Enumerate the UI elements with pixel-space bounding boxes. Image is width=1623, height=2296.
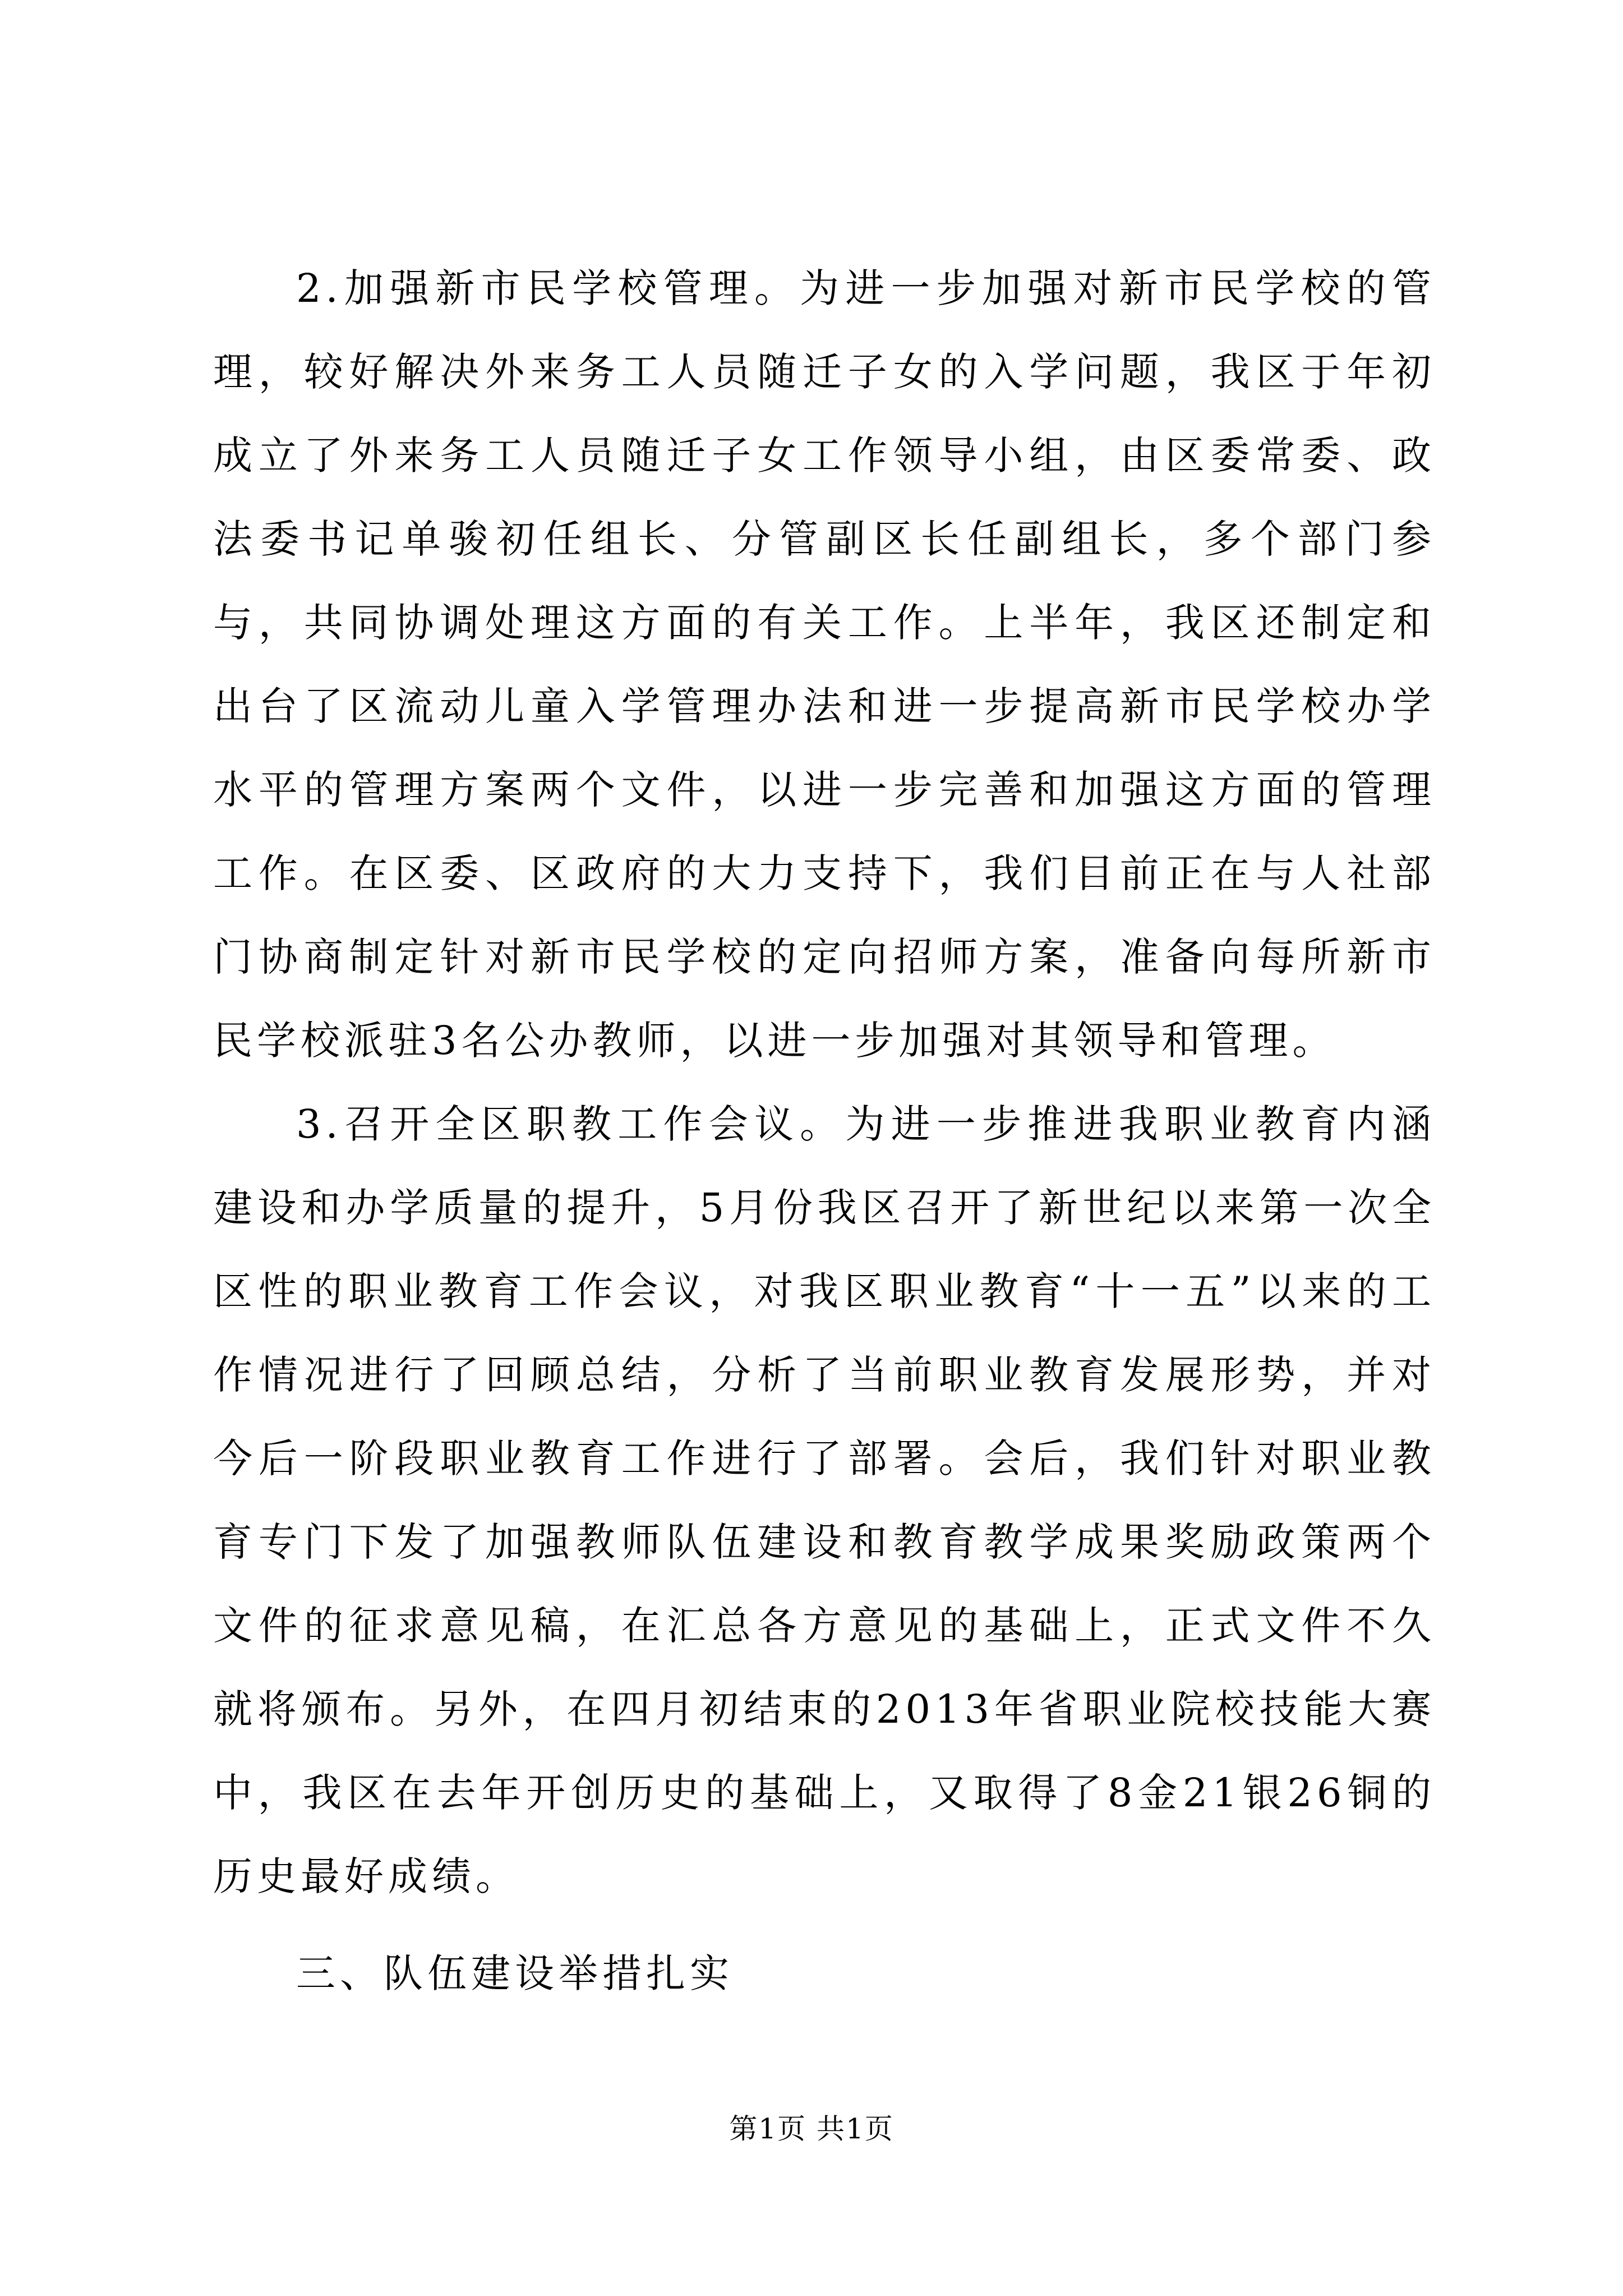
paragraph-vocational-conference: 3.召开全区职教工作会议。为进一步推进我职业教育内涵建设和办学质量的提升，5月份我区召开了新世纪以来第一次全区性的职业教育工作会议，对我区职业教育“十一五”以来的工作情况进行了回顾总结，分析了当前职业教育发展形势，并对今后一阶段职业教育工作进行了部署。会后，我们针对职业教育专门下发了加强教师队伍建设和教育教学成果奖励政策两个文件的征求意见稿，在汇总各方意见的基础上，正式文件不久就将颁布。另外，在四月初结束的2013年省职业院校技能大赛中，我区在去年开创历史的基础上，又取得了8金21银26铜的历史最好成绩。 — [213, 1101, 1436, 1899]
document-body — [213, 247, 1436, 2016]
paragraph-new-citizen-schools: 2.加强新市民学校管理。为进一步加强对新市民学校的管理，较好解决外来务工人员随迁子女的入学问题，我区于年初成立了外来务工人员随迁子女工作领导小组，由区委常委、政法委书记单骏初任组长、分管副区长任副组长，多个部门参与，共同协调处理这方面的有关工作。上半年，我区还制定和出台了区流动儿童入学管理办法和进一步提高新市民学校办学水平的管理方案两个文件，以进一步完善和加强这方面的管理工作。在区委、区政府的大力支持下，我们目前正在与人社部门协商制定针对新市民学校的定向招师方案，准备向每所新市民学校派驻3名公办教师，以进一步加强对其领导和管理。 — [213, 265, 1436, 1064]
page-footer: 第1页 共1页 — [729, 2113, 894, 2145]
section-heading: 三、队伍建设举措扎实 — [296, 1950, 734, 1996]
